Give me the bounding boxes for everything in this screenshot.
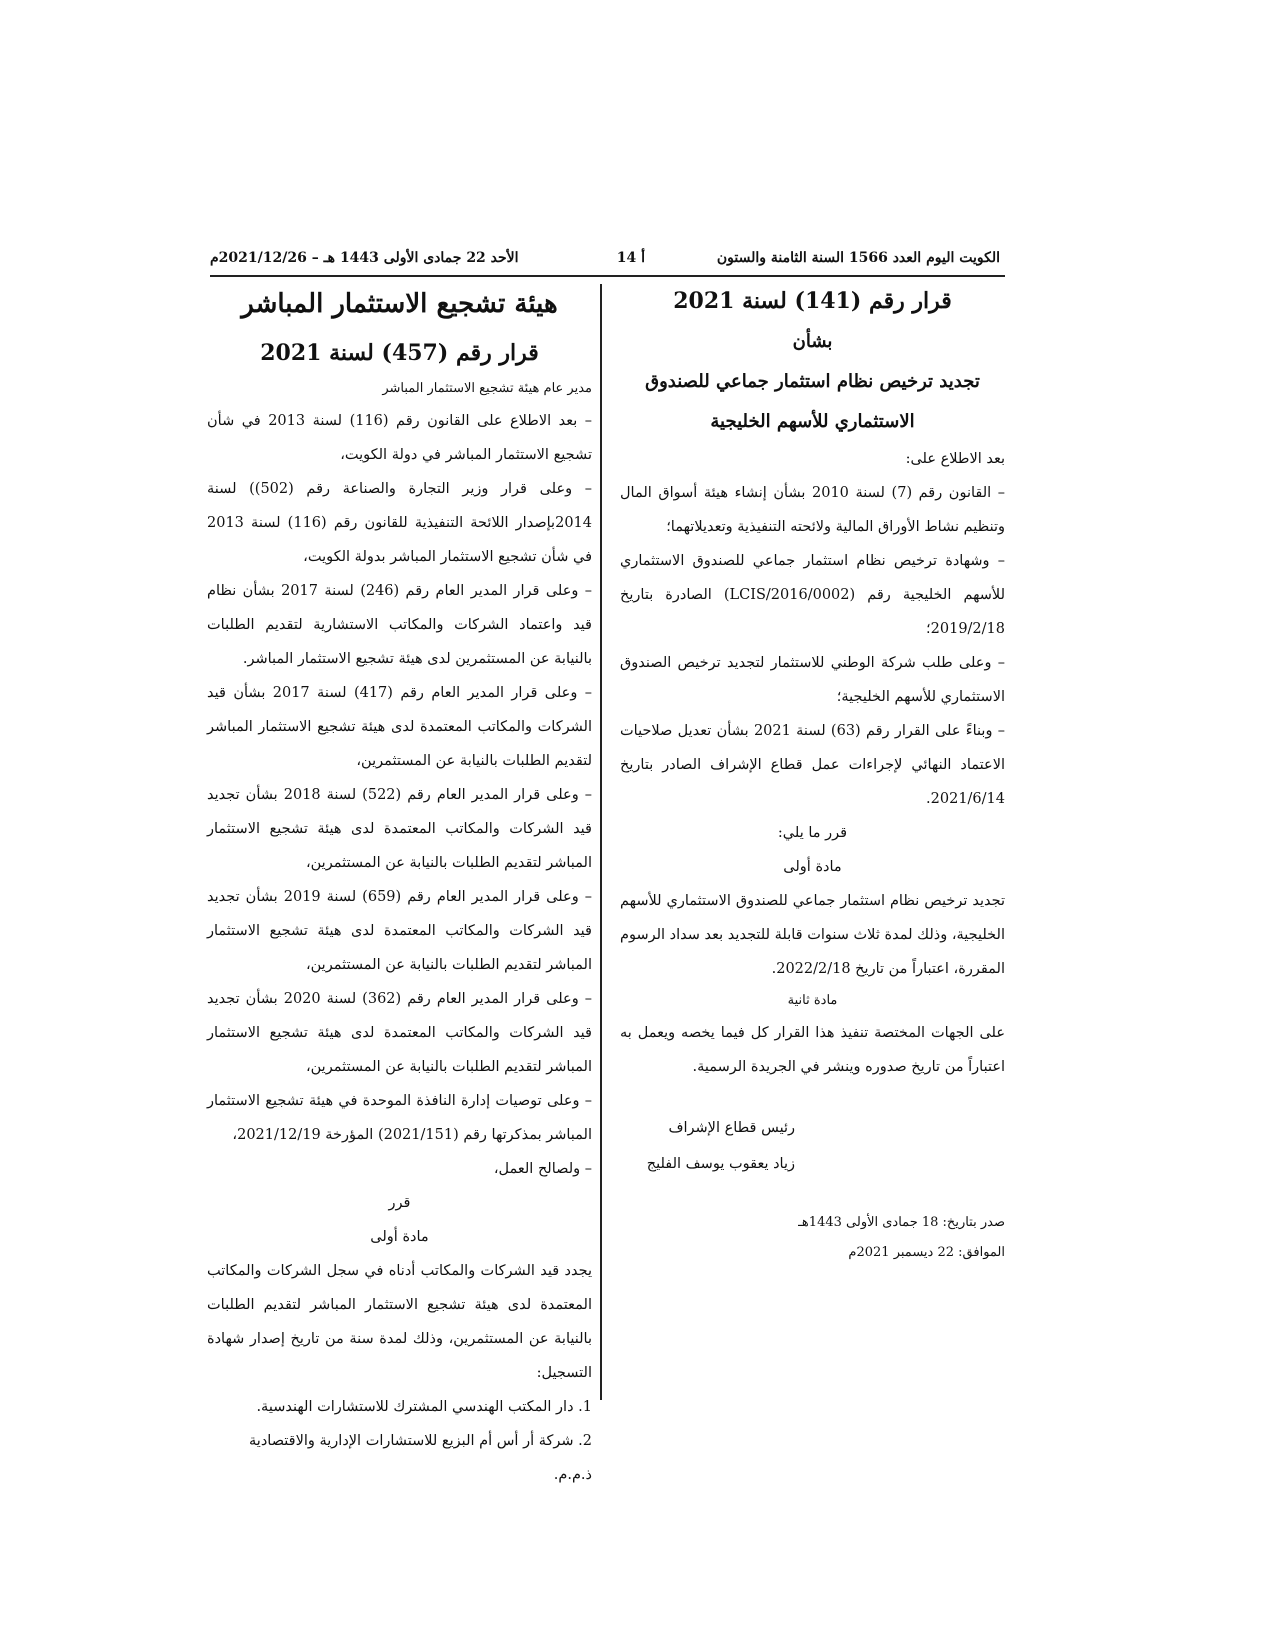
page-header xyxy=(210,250,1000,272)
decision-457-para: – وعلى قرار المدير العام رقم (522) لسنة 2018 بشأن تجديد قيد الشركات والمكاتب المعتمدة لدى هيئة تشجيع الاستثمار المباشر لتقديم الطلبات بالنيابة عن المستثمرين، xyxy=(207,787,592,871)
decision-141-subtitle: بشأن xyxy=(792,331,833,352)
header-issue: الكويت اليوم العدد 1566 السنة الثامنة والستون xyxy=(716,250,1000,266)
decision-457-para: – بعد الاطلاع على القانون رقم (116) لسنة 2013 في شأن تشجيع الاستثمار المباشر في دولة الكويت، xyxy=(207,413,592,463)
decision-141-intro: بعد الاطلاع على: xyxy=(905,451,1005,467)
decision-457-para: – وعلى قرار المدير العام رقم (362) لسنة 2020 بشأن تجديد قيد الشركات والمكاتب المعتمدة لدى هيئة تشجيع الاستثمار المباشر لتقديم الطلبات بالنيابة عن المستثمرين، xyxy=(207,991,592,1075)
decision-141-subject-2: الاستثماري للأسهم الخليجية xyxy=(710,411,915,432)
decision-457-intro: مدير عام هيئة تشجيع الاستثمار المباشر xyxy=(382,381,592,396)
list-item: 1. دار المكتب الهندسي المشترك للاستشارات الهندسية. xyxy=(256,1399,592,1415)
column-divider xyxy=(600,284,602,1400)
signer-name: زياد يعقوب يوسف الفليج xyxy=(646,1156,795,1172)
signer-title: رئيس قطاع الإشراف xyxy=(668,1120,795,1136)
issue-date: صدر بتاريخ: 18 جمادى الأولى 1443هـ xyxy=(798,1215,1005,1230)
signature-block xyxy=(620,1110,1005,1182)
decision-141-para: – وبناءً على القرار رقم (63) لسنة 2021 بشأن تعديل صلاحيات الاعتماد النهائي لإجراءات عمل قطاع الإشراف الصادر بتاريخ 2021/6/14. xyxy=(620,723,1005,807)
decision-141-title: قرار رقم (141) لسنة 2021 xyxy=(673,288,952,314)
decision-141-para: – القانون رقم (7) لسنة 2010 بشأن إنشاء هيئة أسواق المال وتنظيم نشاط الأوراق المالية ولائحته التنفيذية وتعديلاتهما؛ xyxy=(620,485,1005,535)
decision-457-para: – وعلى قرار وزير التجارة والصناعة رقم (502)) لسنة 2014بإصدار اللائحة التنفيذية للقانون رقم (116) لسنة 2013 في شأن تشجيع الاستثمار المباشر بدولة الكويت، xyxy=(207,481,592,565)
decision-141-subject-1: تجديد ترخيص نظام استثمار جماعي للصندوق xyxy=(645,371,980,392)
decision-457-decided: قرر xyxy=(388,1195,411,1211)
decision-141-decided: قرر ما يلي: xyxy=(777,825,848,841)
list-item: 2. شركة أر أس أم البزيع للاستشارات الإدارية والاقتصادية ذ.م.م. xyxy=(249,1433,592,1483)
decision-457-para: – ولصالح العمل، xyxy=(493,1161,592,1177)
decision-457-title: قرار رقم (457) لسنة 2021 xyxy=(260,340,539,366)
header-divider xyxy=(210,275,1005,277)
decision-141-para: – وعلى طلب شركة الوطني للاستثمار لتجديد ترخيص الصندوق الاستثماري للأسهم الخليجية؛ xyxy=(620,655,1005,705)
decision-457-article1-title: مادة أولى xyxy=(370,1229,429,1245)
decision-141-para: – وشهادة ترخيص نظام استثمار جماعي للصندوق الاستثماري للأسهم الخليجية رقم (LCIS/2016/0002) الصادرة بتاريخ 2019/2/18؛ xyxy=(620,553,1005,637)
decision-141-article2-title: مادة ثانية xyxy=(787,993,838,1008)
header-page-number: أ 14 xyxy=(616,250,645,266)
decision-457-article1-text: يجدد قيد الشركات والمكاتب أدناه في سجل الشركات والمكاتب المعتمدة لدى هيئة تشجيع الاستثمار المباشر لتقديم الطلبات بالنيابة عن المستثمرين، وذلك لمدة سنة من تاريخ إصدار شهادة التسجيل: xyxy=(207,1263,592,1381)
decision-141-article1-text: تجديد ترخيص نظام استثمار جماعي للصندوق الاستثماري للأسهم الخليجية، وذلك لمدة ثلاث سنوات قابلة للتجديد بعد سداد الرسوم المقررة، اعتباراً من تاريخ 2022/2/18. xyxy=(620,893,1005,977)
authority-name: هيئة تشجيع الاستثمار المباشر xyxy=(241,289,558,319)
left-column xyxy=(207,280,592,1492)
corresponding-date: الموافق: 22 ديسمبر 2021م xyxy=(848,1245,1005,1260)
decision-141-article2-text: على الجهات المختصة تنفيذ هذا القرار كل فيما يخصه ويعمل به اعتباراً من تاريخ صدوره وينشر في الجريدة الرسمية. xyxy=(620,1025,1005,1075)
decision-457-para: – وعلى قرار المدير العام رقم (417) لسنة 2017 بشأن قيد الشركات والمكاتب المعتمدة لدى هيئة تشجيع الاستثمار المباشر لتقديم الطلبات بالنيابة عن المستثمرين، xyxy=(207,685,592,769)
decision-141-article1-title: مادة أولى xyxy=(783,859,842,875)
decision-457-para: – وعلى توصيات إدارة النافذة الموحدة في هيئة تشجيع الاستثمار المباشر بمذكرتها رقم (2021/151) المؤرخة 2021/12/19، xyxy=(207,1093,592,1143)
header-date: الأحد 22 جمادى الأولى 1443 هـ – 2021/12/26م xyxy=(210,250,519,266)
right-column xyxy=(620,280,1005,1268)
decision-457-para: – وعلى قرار المدير العام رقم (246) لسنة 2017 بشأن نظام قيد واعتماد الشركات والمكاتب الاستشارية لتقديم الطلبات بالنيابة عن المستثمرين لدى هيئة تشجيع الاستثمار المباشر. xyxy=(207,583,592,667)
decision-457-para: – وعلى قرار المدير العام رقم (659) لسنة 2019 بشأن تجديد قيد الشركات والمكاتب المعتمدة لدى هيئة تشجيع الاستثمار المباشر لتقديم الطلبات بالنيابة عن المستثمرين، xyxy=(207,889,592,973)
